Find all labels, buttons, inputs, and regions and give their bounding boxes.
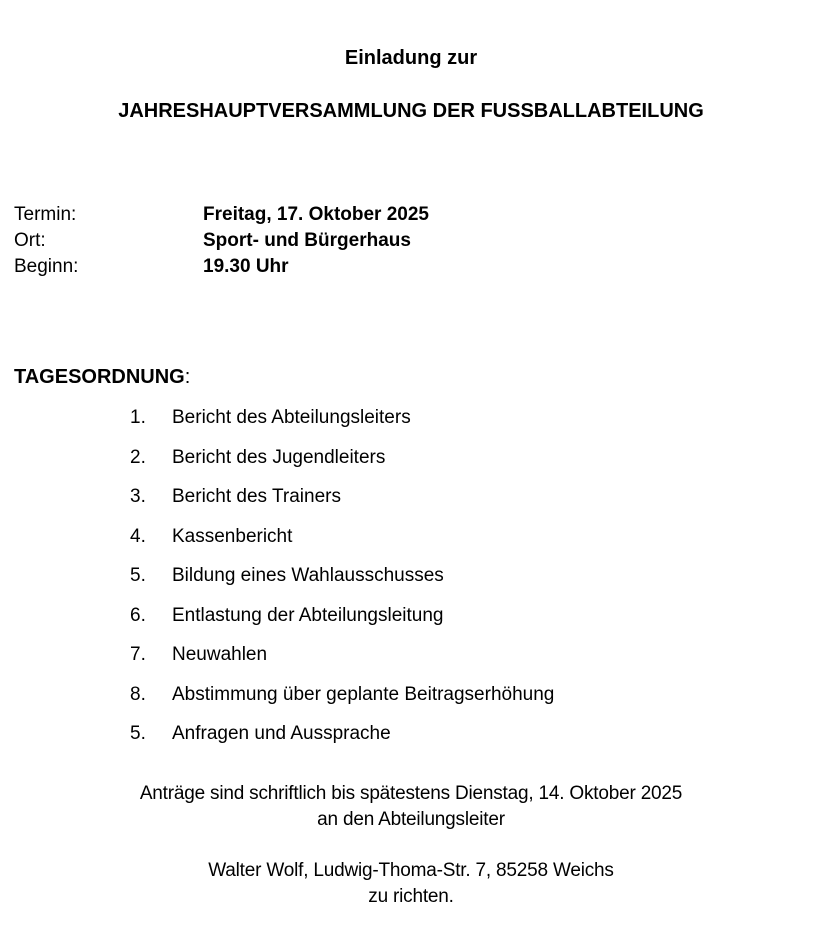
agenda-item-number: 3.	[130, 486, 146, 507]
agenda-heading	[0, 366, 822, 389]
agenda-item-text: Neuwahlen	[172, 644, 268, 665]
agenda-item	[0, 722, 822, 745]
agenda-item-text: Bericht des Abteilungsleiters	[172, 407, 411, 428]
detail-label: Termin:	[14, 204, 77, 225]
agenda-item-text: Bildung eines Wahlausschusses	[172, 565, 444, 586]
contact-address	[0, 858, 822, 910]
agenda-item	[0, 643, 822, 666]
agenda-item-text: Bericht des Trainers	[172, 486, 341, 507]
agenda-item	[0, 604, 822, 627]
agenda-item	[0, 406, 822, 429]
event-details	[0, 202, 822, 280]
agenda-list	[0, 406, 822, 745]
title-line-2: JAHRESHAUPTVERSAMMLUNG DER FUSSBALLABTEILUNG	[118, 100, 704, 122]
agenda-item-text: Bericht des Jugendleiters	[172, 446, 386, 468]
agenda-item-text: Abstimmung über geplante Beitragserhöhung	[172, 683, 555, 705]
title-line-1: Einladung zur	[344, 47, 478, 69]
agenda-item	[0, 485, 822, 508]
agenda-item-text: Entlastung der Abteilungsleitung	[172, 604, 444, 626]
agenda-item-text: Kassenbericht	[172, 525, 293, 547]
submission-note	[0, 781, 822, 833]
contact-address-line-2: zu richten.	[368, 886, 454, 907]
detail-row-termin	[14, 202, 822, 228]
detail-row-ort	[14, 228, 822, 254]
agenda-item-number: 1.	[130, 407, 146, 428]
detail-value: 19.30 Uhr	[203, 256, 289, 277]
detail-value: Sport- und Bürgerhaus	[203, 230, 411, 251]
detail-label: Beginn:	[14, 256, 79, 277]
agenda-item	[0, 683, 822, 706]
agenda-heading-colon: :	[184, 366, 191, 388]
contact-address-line-1: Walter Wolf, Ludwig-Thoma-Str. 7, 85258 Weichs	[208, 860, 614, 881]
agenda-item	[0, 564, 822, 587]
agenda-item-number: 7.	[130, 644, 146, 665]
submission-note-line-1: Anträge sind schriftlich bis spätestens Dienstag, 14. Oktober 2025	[139, 783, 683, 804]
detail-row-beginn	[14, 254, 822, 280]
detail-label: Ort:	[14, 230, 46, 251]
agenda-item-number: 5.	[130, 723, 146, 744]
agenda-item-number: 4.	[130, 525, 146, 547]
agenda-item-number: 2.	[130, 446, 146, 468]
agenda-item-number: 5.	[130, 565, 146, 586]
submission-note-line-2: an den Abteilungsleiter	[317, 809, 505, 830]
agenda-item-number: 8.	[130, 683, 146, 705]
agenda-heading-text: TAGESORDNUNG	[14, 366, 185, 388]
agenda-item-text: Anfragen und Aussprache	[172, 723, 391, 744]
agenda-item-number: 6.	[130, 604, 146, 626]
detail-value: Freitag, 17. Oktober 2025	[203, 204, 429, 225]
agenda-item	[0, 446, 822, 469]
agenda-item	[0, 525, 822, 548]
